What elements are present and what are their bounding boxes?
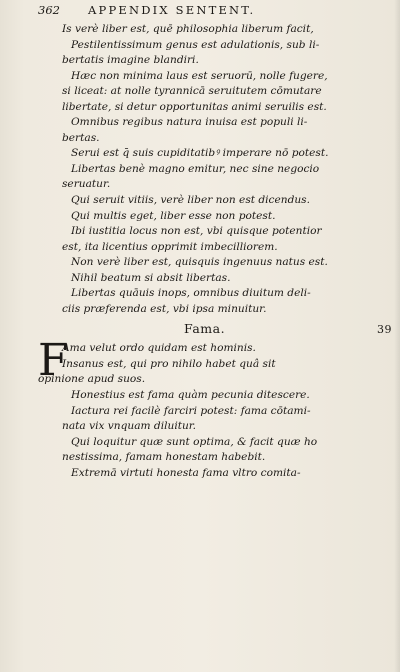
text-line: opinione apud suos. (38, 373, 146, 386)
section-title: Fama. (184, 321, 226, 337)
section-number: 39 (377, 323, 392, 337)
text-line: Iactura rei facilè farciri potest: fama cōtami- (71, 404, 311, 417)
text-line: ciis præferenda est, vbi ipsa minuitur. (62, 302, 267, 315)
text-line: nata vix vnquam diluitur. (62, 420, 197, 433)
text-line: Honestius est fama quàm pecunia ditescere. (71, 389, 310, 402)
text-line: Qui multis eget, liber esse non potest. (71, 209, 276, 222)
text-line: bertatis imagine blandiri. (62, 54, 199, 67)
text-line: Ama velut ordo quidam est hominis. (62, 342, 256, 355)
text-line: Ibi iustitia locus non est, vbi quisque potentior (71, 225, 322, 238)
text-line: Libertas benè magno emitur, nec sine negocio (71, 162, 320, 175)
text-line: seruatur. (62, 178, 111, 191)
section-paragraph (38, 335, 384, 388)
section-heading (62, 319, 392, 341)
text-line: Serui est q̄ suis cupiditatibꝰ imperare nō potest. (71, 147, 329, 160)
text-line: Qui seruit vitiis, verè liber non est dicendus. (71, 194, 310, 207)
drop-cap: F (38, 335, 69, 387)
text-line: Omnibus regibus natura inuisa est populi li- (71, 116, 308, 129)
text-line: Is verè liber est, quē philosophia liberum facit, (62, 23, 314, 35)
running-header (38, 3, 378, 21)
text-body (38, 22, 392, 481)
text-line: bertas. (62, 131, 100, 144)
text-line: libertate, si detur opportunitas animi seruilis est. (62, 100, 327, 113)
text-line: Extremā virtuti honesta fama vltro comita- (71, 466, 301, 479)
running-title: APPENDIX SENTENT. (88, 3, 256, 17)
page-edge-shadow (394, 0, 400, 672)
text-line: Non verè liber est, quisquis ingenuus natus est. (71, 256, 328, 269)
text-line: Insanus est, qui pro nihilo habet quâ sit (62, 357, 276, 370)
text-line: Hæc non minima laus est seruorū, nolle fugere, (71, 69, 328, 82)
text-line: Nihil beatum si absit libertas. (71, 271, 231, 284)
text-line: nestissima, famam honestam habebit. (62, 451, 266, 464)
text-line: si liceat: at nolle tyrannicā seruitutem cōmutare (62, 85, 322, 98)
text-line: est, ita licentius opprimit imbecilliorem. (62, 240, 278, 253)
text-line: Qui loquitur quæ sunt optima, & facit quæ ho (71, 435, 318, 448)
text-line: Libertas quāuis inops, omnibus diuitum deli- (71, 287, 311, 300)
text-line: Pestilentissimum genus est adulationis, sub li- (71, 38, 320, 51)
page-number: 362 (38, 3, 60, 17)
